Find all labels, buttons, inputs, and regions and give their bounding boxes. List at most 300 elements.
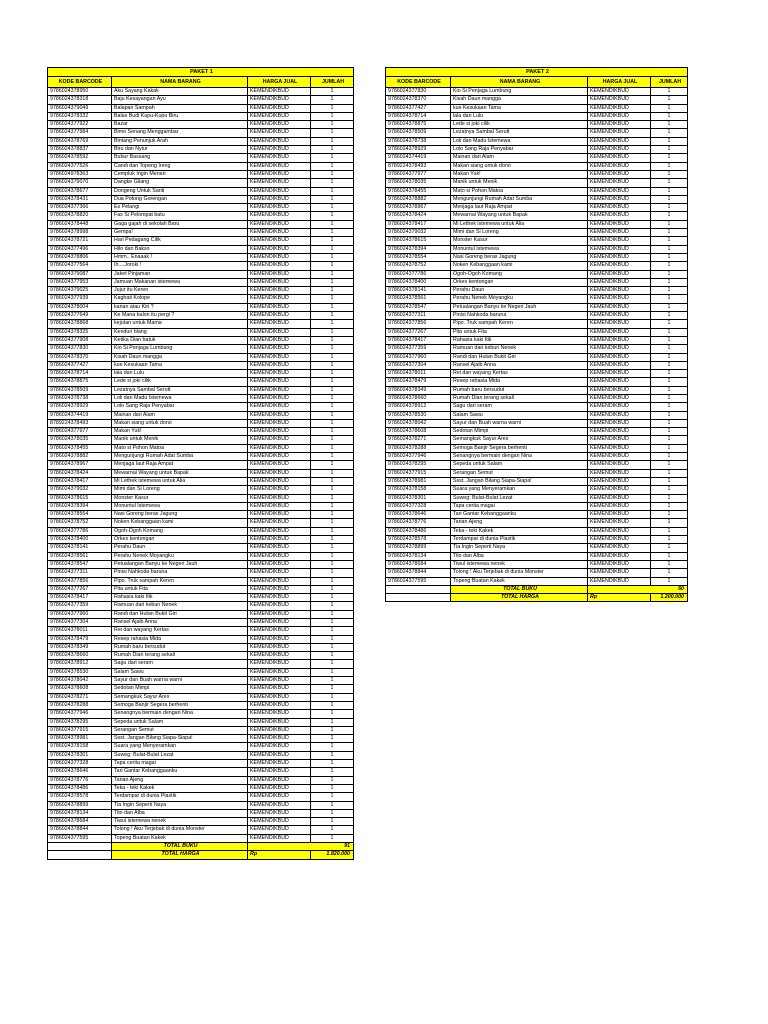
- harga-jual-cell: KEMENDIKBUD: [588, 336, 651, 344]
- harga-jual-cell: KEMENDIKBUD: [248, 735, 311, 743]
- jumlah-cell: 1: [311, 170, 354, 178]
- kode-barcode-cell: 9786024378547: [386, 303, 451, 311]
- jumlah-cell: 1: [311, 370, 354, 378]
- harga-jual-cell: KEMENDIKBUD: [248, 253, 311, 261]
- total-buku-label: TOTAL BUKU: [112, 843, 248, 851]
- kode-barcode-cell: 9786024378646: [48, 768, 112, 776]
- kode-barcode-cell: 9786024378424: [48, 469, 112, 477]
- jumlah-cell: 1: [651, 444, 688, 452]
- table-row: [48, 511, 354, 519]
- jumlah-cell: 1: [311, 784, 354, 792]
- harga-jual-cell: KEMENDIKBUD: [248, 635, 311, 643]
- table-row: [48, 793, 354, 801]
- table-row: [48, 594, 354, 602]
- table-row: [386, 461, 688, 469]
- table-row: [386, 386, 688, 394]
- kode-barcode-cell: 9786024378776: [48, 776, 112, 784]
- nama-barang-cell: Sedotan Mimpi: [112, 685, 248, 693]
- jumlah-cell: 1: [311, 154, 354, 162]
- kode-barcode-cell: 9786024378882: [386, 195, 451, 203]
- kode-barcode-cell: 9786024377311: [48, 569, 112, 577]
- table-row: [48, 826, 354, 834]
- jumlah-cell: 1: [311, 552, 354, 560]
- table-row: [48, 328, 354, 336]
- nama-barang-cell: Orkes kentongan: [112, 536, 248, 544]
- table-row: [48, 179, 354, 187]
- nama-barang-cell: Bimo Senang Menggambar: [112, 129, 248, 137]
- harga-jual-cell: KEMENDIKBUD: [588, 378, 651, 386]
- harga-jual-cell: KEMENDIKBUD: [248, 229, 311, 237]
- total-buku-value: 91: [248, 843, 354, 851]
- harga-jual-cell: KEMENDIKBUD: [588, 137, 651, 145]
- jumlah-cell: 1: [311, 453, 354, 461]
- kode-barcode-cell: 9786024378578: [48, 793, 112, 801]
- harga-jual-cell: KEMENDIKBUD: [248, 760, 311, 768]
- jumlah-cell: 1: [651, 195, 688, 203]
- harga-jual-cell: KEMENDIKBUD: [588, 436, 651, 444]
- jumlah-cell: 1: [651, 129, 688, 137]
- nama-barang-cell: Tapa cerita magai: [451, 502, 588, 510]
- table-row: [48, 146, 354, 154]
- kode-barcode-cell: 9786024378981: [48, 735, 112, 743]
- jumlah-cell: 1: [651, 112, 688, 120]
- paket1-header-row: [48, 77, 354, 88]
- harga-jual-cell: KEMENDIKBUD: [248, 444, 311, 452]
- jumlah-cell: 1: [311, 726, 354, 734]
- kode-barcode-cell: 9786024377960: [386, 353, 451, 361]
- jumlah-cell: 1: [311, 652, 354, 660]
- nama-barang-cell: Mimi dan Si Loreng: [112, 486, 248, 494]
- table-row: [48, 245, 354, 253]
- harga-jual-cell: KEMENDIKBUD: [248, 594, 311, 602]
- table-row: [48, 394, 354, 402]
- kode-barcode-cell: 9786024378950: [48, 88, 112, 96]
- harga-jual-cell: KEMENDIKBUD: [588, 162, 651, 170]
- table-row: [386, 204, 688, 212]
- paket1-title: PAKET 1: [48, 68, 354, 77]
- paket2-total-buku-row: [386, 585, 688, 593]
- nama-barang-cell: Suweg: Bulat-Bulat Lezat: [451, 494, 588, 502]
- nama-barang-cell: Kisah Daun mangga: [451, 96, 588, 104]
- jumlah-cell: 1: [651, 303, 688, 311]
- nama-barang-cell: Hmm.. Enaaak !: [112, 253, 248, 261]
- table-row: [48, 527, 354, 535]
- nama-barang-cell: Resep rahasia Mida: [451, 378, 588, 386]
- table-row: [386, 104, 688, 112]
- table-row: [48, 428, 354, 436]
- nama-barang-cell: Loli dan Madu Istemewa: [112, 394, 248, 402]
- table-row: [386, 403, 688, 411]
- kode-barcode-cell: 9786024379025: [48, 287, 112, 295]
- harga-jual-cell: KEMENDIKBUD: [248, 486, 311, 494]
- kode-barcode-cell: 9786024378684: [48, 818, 112, 826]
- harga-jual-cell: KEMENDIKBUD: [588, 394, 651, 402]
- jumlah-cell: 1: [311, 237, 354, 245]
- jumlah-cell: 1: [311, 627, 354, 635]
- kode-barcode-cell: 9786024378530: [48, 668, 112, 676]
- harga-jual-cell: KEMENDIKBUD: [588, 229, 651, 237]
- kode-barcode-cell: 9786024378042: [386, 419, 451, 427]
- harga-jual-cell: KEMENDIKBUD: [588, 212, 651, 220]
- jumlah-cell: 1: [311, 220, 354, 228]
- nama-barang-cell: Rumah baru bersudut: [451, 386, 588, 394]
- kode-barcode-cell: 9786024378042: [48, 677, 112, 685]
- nama-barang-cell: Petualangan Banyu ke Negeri Jauh: [112, 560, 248, 568]
- nama-barang-cell: Teka - teki Kakek: [451, 527, 588, 535]
- table-row: [48, 320, 354, 328]
- table-row: [386, 121, 688, 129]
- kode-barcode-cell: 9786024378479: [48, 635, 112, 643]
- kode-barcode-cell: 9786024378486: [48, 784, 112, 792]
- harga-jual-cell: KEMENDIKBUD: [588, 536, 651, 544]
- table-row: [48, 336, 354, 344]
- jumlah-cell: 1: [311, 295, 354, 303]
- jumlah-cell: 1: [651, 204, 688, 212]
- kode-barcode-cell: 9786024378561: [386, 295, 451, 303]
- harga-jual-cell: KEMENDIKBUD: [248, 693, 311, 701]
- jumlah-cell: 1: [311, 643, 354, 651]
- harga-jual-cell: KEMENDIKBUD: [248, 453, 311, 461]
- nama-barang-cell: Ramuan dari kebun Nenek: [112, 602, 248, 610]
- harga-jual-cell: KEMENDIKBUD: [248, 137, 311, 145]
- nama-barang-cell: Gaga gajah di sekolah Baru: [112, 220, 248, 228]
- table-row: [48, 701, 354, 709]
- nama-barang-cell: Tito dan Alba: [451, 552, 588, 560]
- table-row: [48, 386, 354, 394]
- table-row: [48, 544, 354, 552]
- harga-jual-cell: KEMENDIKBUD: [588, 386, 651, 394]
- jumlah-cell: 1: [651, 270, 688, 278]
- table-row: [48, 751, 354, 759]
- kode-barcode-cell: 9786024378608: [48, 685, 112, 693]
- kode-barcode-cell: 9786024378899: [48, 801, 112, 809]
- jumlah-cell: 1: [311, 137, 354, 145]
- jumlah-cell: 1: [651, 287, 688, 295]
- table-row: [48, 469, 354, 477]
- table-row: [386, 270, 688, 278]
- kode-barcode-cell: 9786024377939: [48, 295, 112, 303]
- kode-barcode-cell: 9786024378875: [48, 378, 112, 386]
- harga-jual-cell: KEMENDIKBUD: [248, 96, 311, 104]
- nama-barang-cell: Perahu Daun: [451, 287, 588, 295]
- table-row: [48, 253, 354, 261]
- nama-barang-cell: Menjaga laut Raja Ampat: [112, 461, 248, 469]
- nama-barang-cell: Pinisi Nahkoda baruna: [112, 569, 248, 577]
- kode-barcode-cell: 9786024377977: [48, 428, 112, 436]
- nama-barang-cell: kue Kesukaan Tama: [112, 361, 248, 369]
- jumlah-cell: 1: [311, 710, 354, 718]
- jumlah-cell: 1: [311, 345, 354, 353]
- jumlah-cell: 1: [311, 187, 354, 195]
- kode-barcode-cell: 9786024378615: [48, 494, 112, 502]
- kode-barcode-cell: 9786024377984: [48, 129, 112, 137]
- table-row: [48, 312, 354, 320]
- nama-barang-cell: Cempluk Ingin Menari: [112, 170, 248, 178]
- nama-barang-cell: Randi dan Hutan Bukit Giri: [112, 610, 248, 618]
- nama-barang-cell: Ogoh-Ogoh Komang: [451, 270, 588, 278]
- kode-barcode-cell: 9786024378370: [386, 96, 451, 104]
- jumlah-cell: 1: [311, 353, 354, 361]
- nama-barang-cell: Mewarnai Wayang untuk Bapak: [112, 469, 248, 477]
- nama-barang-cell: Terdampar di dunia Plastik: [451, 536, 588, 544]
- kode-barcode-cell: 9786024378875: [386, 121, 451, 129]
- nama-barang-cell: kue Kesukaan Tama: [451, 104, 588, 112]
- kode-barcode-cell: 9786024378967: [48, 461, 112, 469]
- table-row: [386, 394, 688, 402]
- jumlah-cell: 1: [651, 394, 688, 402]
- table-row: [48, 760, 354, 768]
- jumlah-cell: 1: [651, 96, 688, 104]
- table-row: [386, 229, 688, 237]
- harga-jual-cell: KEMENDIKBUD: [248, 718, 311, 726]
- harga-jual-cell: KEMENDIKBUD: [248, 403, 311, 411]
- kode-barcode-cell: 9786024377830: [386, 88, 451, 96]
- harga-jual-cell: KEMENDIKBUD: [588, 146, 651, 154]
- nama-barang-cell: Kio Si Penjaga Lumbung: [451, 88, 588, 96]
- nama-barang-cell: Lede si joki cilik: [451, 121, 588, 129]
- kode-barcode-cell: 9786024377267: [386, 328, 451, 336]
- table-row: [386, 577, 688, 585]
- nama-barang-cell: Ketika Dian batuk: [112, 336, 248, 344]
- kode-barcode-cell: 9786024378141: [48, 544, 112, 552]
- harga-jual-cell: KEMENDIKBUD: [248, 104, 311, 112]
- jumlah-cell: 1: [651, 229, 688, 237]
- kode-barcode-cell: 9786024378035: [48, 436, 112, 444]
- table-row: [48, 477, 354, 485]
- harga-jual-cell: KEMENDIKBUD: [248, 146, 311, 154]
- kode-barcode-cell: 9786024378400: [48, 536, 112, 544]
- nama-barang-cell: Perahu Daun: [112, 544, 248, 552]
- nama-barang-cell: Tari Gantar Kebanggaanku: [451, 511, 588, 519]
- nama-barang-cell: Nasi Goreng beras Jagung: [112, 511, 248, 519]
- table-row: [48, 345, 354, 353]
- jumlah-cell: 1: [651, 179, 688, 187]
- nama-barang-cell: Tito dan Alba: [112, 809, 248, 817]
- nama-barang-cell: Monuntul Istemewa: [451, 245, 588, 253]
- nama-barang-cell: Perahu Nenek Moyangku: [112, 552, 248, 560]
- nama-barang-cell: Mi Lethek istemewa untuk Alia: [451, 220, 588, 228]
- table-row: [48, 801, 354, 809]
- nama-barang-cell: Dangke Gilang: [112, 179, 248, 187]
- jumlah-cell: 1: [311, 129, 354, 137]
- table-row: [48, 370, 354, 378]
- harga-jual-cell: KEMENDIKBUD: [248, 560, 311, 568]
- harga-jual-cell: KEMENDIKBUD: [248, 511, 311, 519]
- kode-barcode-cell: 9786024378271: [386, 436, 451, 444]
- harga-jual-cell: KEMENDIKBUD: [588, 312, 651, 320]
- nama-barang-cell: Tolong ! Aku Terjebak di dunia Monster: [451, 569, 588, 577]
- harga-jual-cell: KEMENDIKBUD: [588, 486, 651, 494]
- harga-jual-cell: KEMENDIKBUD: [588, 245, 651, 253]
- harga-jual-cell: KEMENDIKBUD: [248, 710, 311, 718]
- nama-barang-cell: Noken Kebanggaan kami: [112, 519, 248, 527]
- table-row: [386, 419, 688, 427]
- harga-jual-cell: KEMENDIKBUD: [588, 477, 651, 485]
- harga-jual-cell: KEMENDIKBUD: [588, 461, 651, 469]
- table-row: [48, 212, 354, 220]
- nama-barang-cell: Rei dan wayang Kertas: [112, 627, 248, 635]
- kode-barcode-cell: 9786024377595: [48, 834, 112, 842]
- nama-barang-cell: Tolong ! Aku Terjebak di dunia Monster: [112, 826, 248, 834]
- nama-barang-cell: Ransel Ajaib Anna: [451, 361, 588, 369]
- nama-barang-cell: Tari Gantar Kebanggaanku: [112, 768, 248, 776]
- nama-barang-cell: Tiwul istemewa nenek: [112, 818, 248, 826]
- jumlah-cell: 1: [311, 104, 354, 112]
- total-harga-label: TOTAL HARGA: [451, 594, 588, 602]
- table-row: [386, 88, 688, 96]
- harga-jual-cell: KEMENDIKBUD: [248, 187, 311, 195]
- harga-jual-cell: KEMENDIKBUD: [248, 685, 311, 693]
- kode-barcode-cell: 9786024378998: [48, 229, 112, 237]
- table-row: [48, 88, 354, 96]
- nama-barang-cell: Lezatnya Sambal Serutt: [112, 386, 248, 394]
- nama-barang-cell: lala dan Lulu: [112, 370, 248, 378]
- table-row: [48, 693, 354, 701]
- col-kode-barcode: KODE BARCODE: [386, 77, 451, 88]
- nama-barang-cell: Makan siang untuk dono: [112, 419, 248, 427]
- harga-jual-cell: KEMENDIKBUD: [248, 378, 311, 386]
- paket2-title: PAKET 2: [386, 68, 688, 77]
- harga-jual-cell: KEMENDIKBUD: [248, 195, 311, 203]
- nama-barang-cell: Senangnya bermain dengan Nina: [451, 453, 588, 461]
- nama-barang-cell: Bazar: [112, 121, 248, 129]
- kode-barcode-cell: 9786024377427: [48, 361, 112, 369]
- harga-jual-cell: KEMENDIKBUD: [588, 187, 651, 195]
- jumlah-cell: 1: [311, 602, 354, 610]
- jumlah-cell: 1: [651, 262, 688, 270]
- total-harga-label: TOTAL HARGA: [112, 851, 248, 859]
- table-row: [48, 486, 354, 494]
- table-row: [48, 270, 354, 278]
- table-row: [48, 121, 354, 129]
- harga-jual-cell: KEMENDIKBUD: [248, 295, 311, 303]
- jumlah-cell: 1: [651, 253, 688, 261]
- nama-barang-cell: Menjaga laut Raja Ampat: [451, 204, 588, 212]
- nama-barang-cell: Semoga Banjir Segera berhenti: [451, 444, 588, 452]
- harga-jual-cell: KEMENDIKBUD: [588, 444, 651, 452]
- jumlah-cell: 1: [311, 96, 354, 104]
- harga-jual-cell: KEMENDIKBUD: [248, 278, 311, 286]
- kode-barcode-cell: 9786024377649: [48, 312, 112, 320]
- nama-barang-cell: Pipo. Truk sampah Keren: [451, 320, 588, 328]
- harga-jual-cell: KEMENDIKBUD: [588, 237, 651, 245]
- kode-barcode-cell: 9786024377359: [48, 602, 112, 610]
- table-row: [48, 129, 354, 137]
- jumlah-cell: 1: [311, 536, 354, 544]
- jumlah-cell: 1: [311, 635, 354, 643]
- kode-barcode-cell: 9786024378455: [48, 444, 112, 452]
- harga-jual-cell: KEMENDIKBUD: [588, 262, 651, 270]
- nama-barang-cell: Semangkuk Sayur Ares: [451, 436, 588, 444]
- nama-barang-cell: Hari Pedagang Cilik: [112, 237, 248, 245]
- table-row: [48, 536, 354, 544]
- table-row: [48, 685, 354, 693]
- nama-barang-cell: Ogoh-Ogoh Komang: [112, 527, 248, 535]
- nama-barang-cell: Terdampar di dunia Plastik: [112, 793, 248, 801]
- harga-jual-cell: KEMENDIKBUD: [588, 353, 651, 361]
- kode-barcode-cell: 9786024377960: [48, 610, 112, 618]
- kode-barcode-cell: 9786024378738: [48, 394, 112, 402]
- nama-barang-cell: Suara yang Menyeramkan: [451, 486, 588, 494]
- jumlah-cell: 1: [651, 336, 688, 344]
- table-row: [48, 361, 354, 369]
- kode-barcode-cell: 9786024377786: [386, 270, 451, 278]
- jumlah-cell: 1: [311, 394, 354, 402]
- kode-barcode-cell: 9786024377856: [386, 320, 451, 328]
- harga-jual-cell: KEMENDIKBUD: [248, 428, 311, 436]
- harga-jual-cell: KEMENDIKBUD: [588, 519, 651, 527]
- nama-barang-cell: Pipo. Truk sampah Keren: [112, 577, 248, 585]
- jumlah-cell: 1: [651, 477, 688, 485]
- kode-barcode-cell: 9786024378134: [386, 552, 451, 560]
- harga-jual-cell: KEMENDIKBUD: [248, 660, 311, 668]
- harga-jual-cell: KEMENDIKBUD: [248, 544, 311, 552]
- paket1-rows: [48, 88, 354, 843]
- kode-barcode-cell: 9786024377311: [386, 312, 451, 320]
- nama-barang-cell: Mengunjungi Rumah Adat Sumba: [112, 453, 248, 461]
- nama-barang-cell: Serangan Semut: [112, 726, 248, 734]
- table-row: [386, 112, 688, 120]
- harga-jual-cell: KEMENDIKBUD: [588, 270, 651, 278]
- kode-barcode-cell: 9786024377328: [48, 760, 112, 768]
- nama-barang-cell: Makan Yuk!: [451, 170, 588, 178]
- table-row: [48, 237, 354, 245]
- jumlah-cell: 1: [651, 154, 688, 162]
- nama-barang-cell: Rahasia kaki Itik: [112, 594, 248, 602]
- nama-barang-cell: Mainan dari Alam: [451, 154, 588, 162]
- kode-barcode-cell: 9786024377267: [48, 585, 112, 593]
- harga-jual-cell: KEMENDIKBUD: [248, 129, 311, 137]
- harga-jual-cell: KEMENDIKBUD: [588, 552, 651, 560]
- table-row: [386, 96, 688, 104]
- nama-barang-cell: Suara yang Menyeramkan: [112, 743, 248, 751]
- harga-jual-cell: KEMENDIKBUD: [588, 154, 651, 162]
- table-row: [48, 104, 354, 112]
- nama-barang-cell: Sayur dan Buah warna warni: [451, 419, 588, 427]
- table-row: [48, 137, 354, 145]
- kode-barcode-cell: 9786024378868: [48, 320, 112, 328]
- jumlah-cell: 1: [651, 121, 688, 129]
- nama-barang-cell: Tarian Ajeng: [451, 519, 588, 527]
- jumlah-cell: 1: [311, 378, 354, 386]
- table-row: [48, 668, 354, 676]
- harga-jual-cell: KEMENDIKBUD: [248, 536, 311, 544]
- table-row: [386, 370, 688, 378]
- harga-jual-cell: KEMENDIKBUD: [588, 129, 651, 137]
- harga-jual-cell: KEMENDIKBUD: [588, 411, 651, 419]
- total-buku-value: 60: [588, 585, 688, 593]
- jumlah-cell: 1: [311, 419, 354, 427]
- table-row: [386, 361, 688, 369]
- kode-barcode-cell: 9786024378660: [386, 394, 451, 402]
- jumlah-cell: 1: [651, 187, 688, 195]
- jumlah-cell: 1: [311, 444, 354, 452]
- table-row: [386, 237, 688, 245]
- jumlah-cell: 1: [311, 793, 354, 801]
- harga-jual-cell: KEMENDIKBUD: [588, 253, 651, 261]
- nama-barang-cell: Ih....Joroki !: [112, 262, 248, 270]
- kode-barcode-cell: 9786024378288: [386, 444, 451, 452]
- harga-jual-cell: KEMENDIKBUD: [248, 212, 311, 220]
- table-row: [386, 494, 688, 502]
- paket1-total-harga-row: [48, 851, 354, 859]
- kode-barcode-cell: 9786024378608: [386, 428, 451, 436]
- table-row: [48, 635, 354, 643]
- kode-barcode-cell: 9786024378370: [48, 353, 112, 361]
- table-row: [48, 461, 354, 469]
- kode-barcode-cell: 9786024378714: [48, 370, 112, 378]
- table-row: [48, 776, 354, 784]
